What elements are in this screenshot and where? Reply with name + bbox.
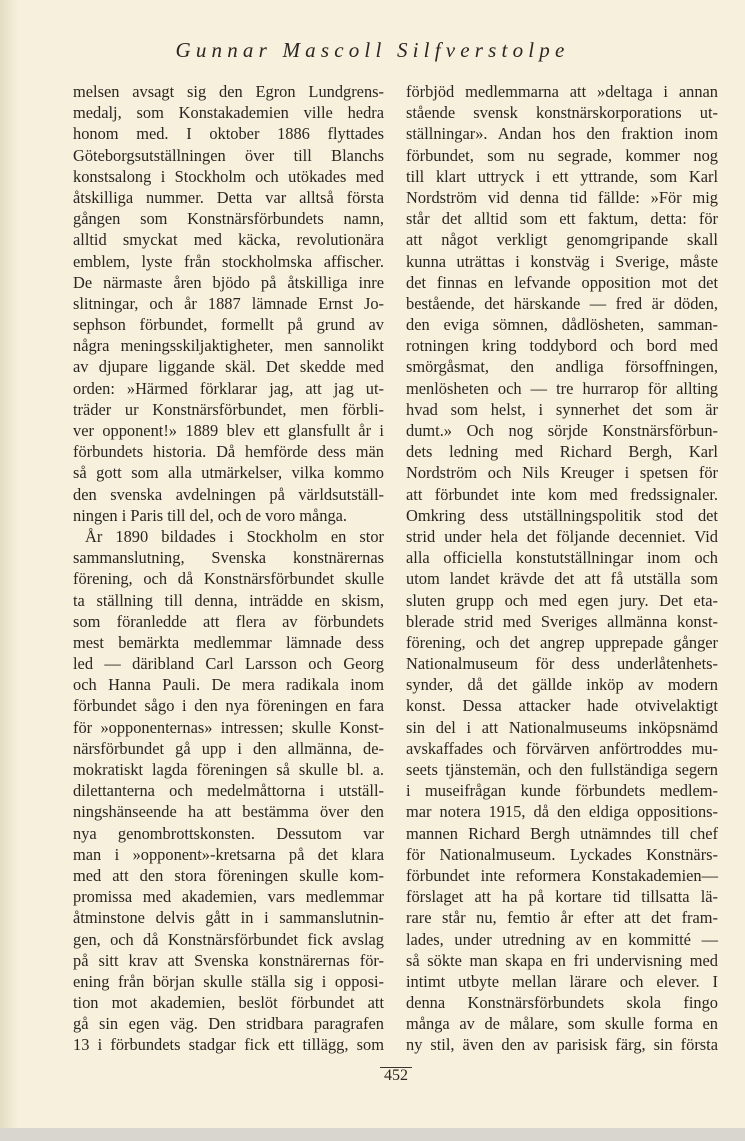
text-line: åtskilliga nummer. Detta var alltså första [73, 187, 384, 207]
text-line: sephson förbundet, formellt på grund av [73, 315, 384, 335]
text-line: honom med. I oktober 1886 flyttades [73, 124, 384, 144]
text-line: förbundet inte reformera Konstakademien— [406, 865, 718, 885]
text-line: alla officiella konstutställningar inom och [406, 548, 718, 568]
page-gutter-shadow [0, 0, 18, 1141]
text-line: att något verkligt genomgripande skall [406, 230, 718, 250]
text-line: lades, under utredning av en kommitté — [406, 929, 718, 949]
text-line: sammanslutning, Svenska konstnärernas [73, 548, 384, 568]
text-line: ny stil, även den av parisisk färg, sin första [406, 1035, 718, 1055]
running-head: Gunnar Mascoll Silfverstolpe [175, 38, 570, 62]
text-line: tion mot akademien, beslöt förbundet att [73, 993, 384, 1013]
text-line: ta ställning till denna, inträdde en skism, [73, 590, 384, 610]
text-line: emblem, lyste från stockholmska affischer. [73, 251, 384, 271]
text-line: träder ur Konstnärsförbundet, men förbli- [73, 399, 384, 419]
text-line: orden: »Härmed förklarar jag, att jag ut- [73, 378, 384, 398]
text-line: strid under hela det följande decenniet. Vid [406, 526, 718, 546]
text-line: alltid smyckat med käcka, revolutionära [73, 230, 384, 250]
text-line: gen, och då Konstnärsförbundet fick avslag [73, 929, 384, 949]
text-line: dilettanterna och medelmåttorna i utställ- [73, 781, 384, 801]
text-line: promissa med akademien, vars medlemmar [73, 887, 384, 907]
text-line: till klart uttryck i ett yttrande, som Karl [406, 166, 718, 186]
text-line: 13 i förbundets stadgar fick ett tillägg, som [73, 1035, 384, 1055]
text-line: synder, då det gällde inköp av modern [406, 675, 718, 695]
text-line: dumt.» Och nog sörjde Konstnärsförbun- [406, 421, 718, 440]
text-line: kunna uträttas i konstväg i Sverige, måste [406, 251, 718, 271]
text-line: så sökte man skapa en fri undervisning med [406, 950, 718, 970]
text-line: konst. Dessa attacker hade otvivelaktigt [406, 696, 718, 716]
text-line: gå sin egen väg. Den stridbara paragrafen [73, 1014, 384, 1034]
text-line: ening från början skulle ställa sig i opposi- [73, 971, 384, 991]
text-line: förening, och det angrep upprepade gånger [406, 632, 718, 652]
text-line: mest bemärkta medlemmar lämnade dess [73, 632, 384, 652]
text-line: i museifrågan kunde förbundets medlem- [406, 781, 718, 801]
text-line: intimt utbyte mellan lärare och elever. I [406, 971, 718, 991]
text-line: står det alltid som ett faktum, detta: för [406, 209, 718, 229]
text-line: ställningar». Andan hos den fraktion inom [406, 124, 718, 144]
text-line: den svenska avdelningen på världsutställ- [73, 484, 384, 504]
text-line: Göteborgsutställningen över till Blanchs [73, 145, 384, 165]
text-line: nya genombrottskonsten. Dessutom var [73, 823, 384, 843]
page-number: 452 [384, 1067, 408, 1084]
text-line: stående svensk konstnärskorporations ut- [406, 103, 718, 123]
text-line: förening, och då Konstnärsförbundet skulle [73, 569, 384, 589]
text-line: så gott som alla utmärkelser, vilka kommo [73, 463, 384, 483]
text-line: ningen i Paris till del, och de voro många. [73, 505, 348, 525]
text-line: med att den stora föreningen skulle kom- [73, 865, 384, 885]
text-line: närsförbundet gå upp i den allmänna, de- [73, 738, 384, 758]
text-line: mannen Richard Bergh utnämndes till chef [406, 823, 718, 843]
text-line: konstsalong i Stockholm och utökades med [73, 166, 384, 186]
scan-bottom-edge [0, 1128, 745, 1141]
text-line: rotningen kring toddybord och bord med [406, 336, 718, 356]
text-line: seets tjänstemän, och den fullständiga segern [406, 760, 718, 779]
text-line: förslaget att ha på kortare tid tillsatta lä- [406, 887, 718, 907]
left-text-column [73, 81, 384, 1056]
text-line: att förbundet inte kom med fredssignaler. [406, 484, 718, 504]
text-line: det finnas en lefvande opposition mot det [406, 272, 718, 292]
text-line: den eviga sömnen, dådlösheten, samman- [406, 315, 718, 335]
text-line: hvad som helst, i synnerhet det som är [406, 399, 718, 419]
text-line: slitningar, och år 1887 lämnade Ernst Jo- [73, 293, 384, 313]
text-line: År 1890 bildades i Stockholm en stor [85, 526, 384, 546]
right-text-column [406, 81, 718, 1056]
text-line: förbjöd medlemmarna att »deltaga i annan [406, 82, 718, 101]
text-line: några meningsskiljaktigheter, men sannolikt [73, 336, 384, 356]
text-line: smörgåsmat, den andliga försoffningen, [406, 357, 718, 377]
text-line: på sitt krav att Svenska konstnärernas för- [73, 950, 384, 970]
text-line: och Hanna Pauli. De mera radikala inom [73, 675, 384, 695]
text-line: förbundet, som nu segrade, kommer nog [406, 145, 718, 165]
text-line: mar notera 1915, då den eldiga oppositions- [406, 802, 718, 822]
text-line: menlösheten och — tre hurrarop för allting [406, 378, 718, 398]
text-line: Nationalmuseum för dess underlåtenhets- [406, 654, 718, 674]
text-line: gången som Konstnärsförbundets namn, [73, 209, 384, 229]
text-line: förbundet sågo i den nya föreningen en fara [73, 696, 384, 716]
text-line: denna Konstnärsförbundets skola fingo [406, 993, 718, 1013]
text-line: dets ledning med Richard Bergh, Karl [406, 442, 718, 462]
text-line: utom landet krävde det att få utställa som [406, 569, 718, 589]
text-line: bestående, det härskande — fred är döden, [406, 293, 718, 313]
text-line: blerade strid med Sveriges allmänna konst- [406, 611, 718, 631]
text-line: medalj, som Konstakademien ville hedra [73, 103, 384, 123]
text-line: sluten grupp och med egen jury. Det eta- [406, 590, 718, 610]
text-line: för Nationalmuseum. Lyckades Konstnärs- [406, 844, 718, 864]
text-line: rare står nu, femtio år efter att det fram- [406, 908, 718, 928]
text-line: Omkring dess utställningspolitik stod det [406, 505, 718, 525]
text-line: sin del i att Nationalmuseums inköpsnämd [406, 717, 718, 737]
text-line: man i »opponent»-kretsarna på det klara [73, 844, 384, 864]
text-line: åtminstone delvis gått in i sammanslutnin- [73, 908, 384, 928]
text-line: Nordström och Nils Kreuger i spetsen för [406, 463, 718, 483]
text-line: ver opponent!» 1889 blev ett glansfullt år i [73, 421, 384, 440]
text-line: mokratiskt lagda föreningen så skulle bl. a. [73, 760, 384, 779]
text-line: ningshänseende ha att bestämma över den [73, 802, 384, 822]
text-line: för »opponenternas» intressen; skulle Konst- [73, 717, 384, 737]
text-line: De närmaste åren bjödo på åtskilliga inre [73, 272, 384, 292]
text-line: melsen avsagt sig den Egron Lundgrens- [73, 82, 384, 101]
text-line: av djupare liggande skäl. Det skedde med [73, 357, 384, 377]
text-line: avskaffades och förvärven anförtroddes mu- [406, 738, 718, 758]
text-line: Nordström vid denna tid fällde: »För mig [406, 187, 718, 207]
text-line: förbundets historia. Då hemförde dess män [73, 442, 384, 462]
text-line: led — däribland Carl Larsson och Georg [73, 654, 384, 674]
text-line: som föranledde att flera av förbundets [73, 611, 384, 631]
text-line: många av de målare, som skulle forma en [406, 1014, 718, 1034]
